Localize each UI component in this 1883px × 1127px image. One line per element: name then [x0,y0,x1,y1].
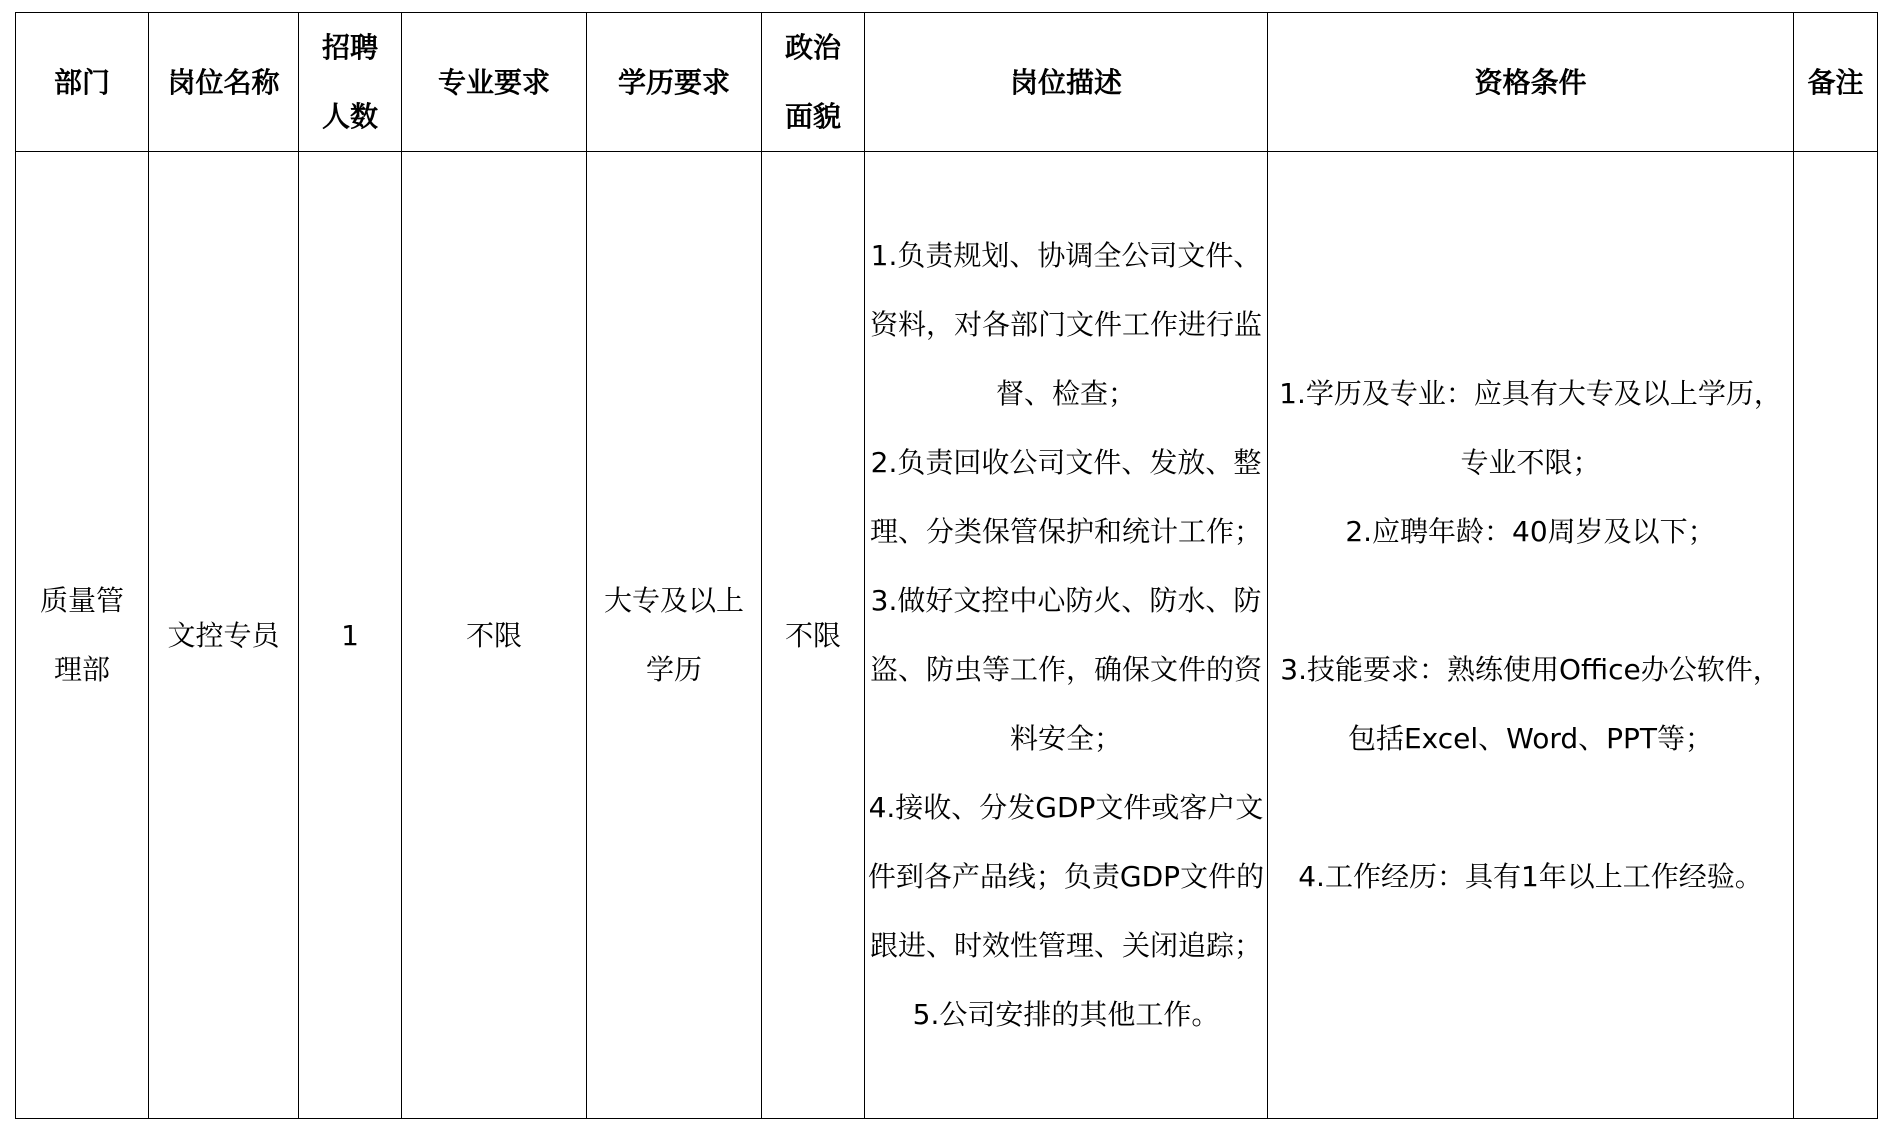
qualification-spacer [1268,773,1793,842]
header-political-line1: 政治 [784,31,841,64]
description-item-5: 5.公司安排的其他工作。 [912,998,1220,1031]
cell-description [865,152,1268,1119]
header-political [762,13,865,152]
qualification-item-3: 3.技能要求：熟练使用Office办公软件，包括Excel、Word、PPT等； [1280,653,1781,755]
header-position: 岗位名称 [149,13,299,152]
qualification-spacer [1268,566,1793,635]
header-qualifications: 资格条件 [1268,13,1794,152]
description-item-4: 4.接收、分发GDP文件或客户文件到各产品线；负责GDP文件的跟进、时效性管理、关闭追踪； [867,791,1265,962]
job-posting-table [15,12,1878,1119]
education-line2: 学历 [645,653,702,686]
header-education: 学历要求 [587,13,762,152]
cell-headcount: 1 [299,152,402,1119]
description-item-1: 1.负责规划、协调全公司文件、资料，对各部门文件工作进行监督、检查； [869,239,1262,410]
cell-qualifications [1268,152,1794,1119]
header-major: 专业要求 [402,13,587,152]
header-headcount [299,13,402,152]
description-item-3: 3.做好文控中心防火、防水、防盗、防虫等工作，确保文件的资料安全； [869,584,1262,755]
header-department: 部门 [16,13,149,152]
table-row [16,152,1878,1119]
header-political-line2: 面貌 [784,100,841,133]
cell-department [16,152,149,1119]
qualification-item-2: 2.应聘年龄：40周岁及以下； [1345,515,1716,548]
education-line1: 大专及以上 [603,584,744,617]
qualification-item-1: 1.学历及专业：应具有大专及以上学历，专业不限； [1279,377,1782,479]
header-remarks: 备注 [1794,13,1878,152]
cell-political: 不限 [762,152,865,1119]
cell-position: 文控专员 [149,152,299,1119]
header-headcount-line1: 招聘 [321,31,378,64]
description-item-2: 2.负责回收公司文件、发放、整理、分类保管保护和统计工作； [869,446,1262,548]
department-line1: 质量管 [39,584,124,617]
cell-remarks [1794,152,1878,1119]
cell-major: 不限 [402,152,587,1119]
qualification-item-4: 4.工作经历：具有1年以上工作经验。 [1298,860,1763,893]
department-line2: 理部 [53,653,110,686]
header-headcount-line2: 人数 [321,100,378,133]
header-description: 岗位描述 [865,13,1268,152]
header-row [16,13,1878,152]
cell-education [587,152,762,1119]
